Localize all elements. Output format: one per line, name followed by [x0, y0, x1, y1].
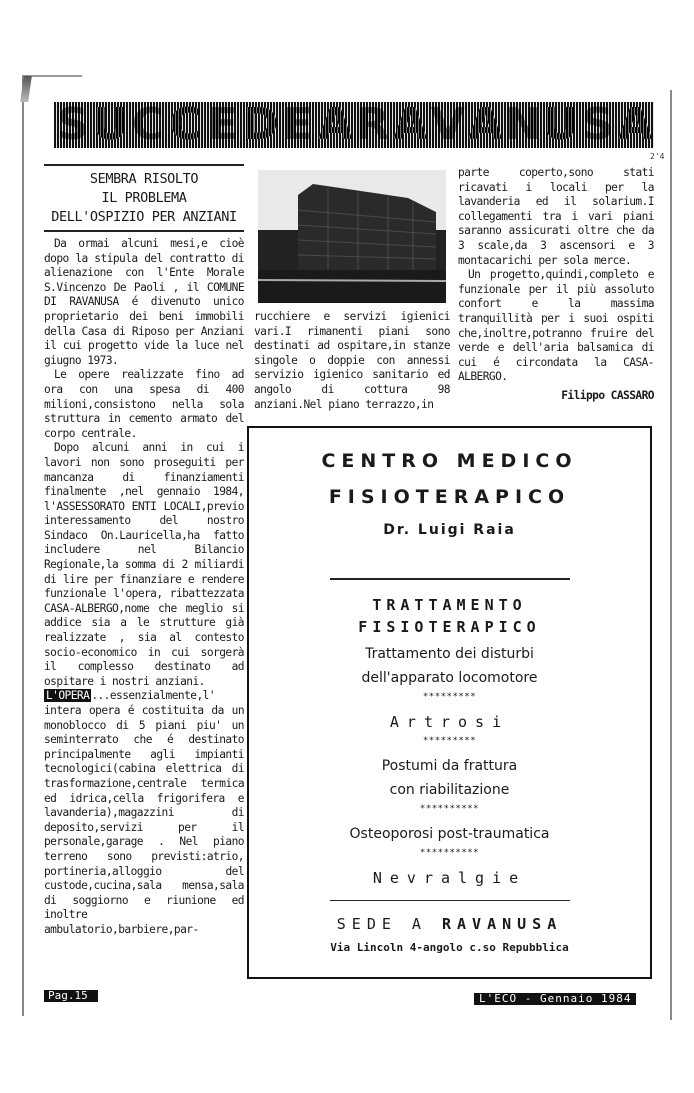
page-edge: [670, 90, 672, 1020]
paragraph: Un progetto,quindi,completo e funzionale per il più assoluto confort e la massima tranquillità per i suoi ospiti che,inoltre,potranno fruire del verde e dell'aria balsamica di cui é circondata la CASA-ALBERGO.: [458, 268, 654, 384]
headline-line: SEMBRA RISOLTO: [89, 171, 199, 187]
paragraph: Da ormai alcuni mesi,e cioè dopo la stipula del contratto di alienazione con l'Ente Morale S.Vincenzo De Paoli , il COMUNE DI RAVANUSA é divenuto unico proprietario dei beni immobili della Casa di Riposo per Anziani il cui progetto vide la luce nel giugno 1973.: [44, 237, 244, 367]
page-edge: [22, 76, 24, 1016]
banner-letter: A: [393, 102, 428, 148]
banner-letter: V: [430, 102, 465, 148]
building-photo: [258, 170, 446, 303]
banner-letter: N: [504, 102, 542, 148]
ad-location: [249, 915, 650, 933]
opera-text: ...essenzialmente,l' intera opera é costituita da un monoblocco di 5 piani piu' un seminterrato che é destinato principalmente agli impianti tecnologici(cabina elettrica di trasformazione,centrale termica ed idrica,cella frigorifera e lavanderia),magazzini di deposito,servizi per il personale,garage . Nel piano terreno sono previsti:atrio, portineria,alloggio del custode,cucina,sala mensa,sala di soggiorno e riunione ed inoltre ambulatorio,barbiere,par-: [44, 689, 244, 936]
opera-label: L'OPERA: [46, 689, 90, 703]
paragraph: Dopo alcuni anni in cui i lavori non sono proseguiti per mancanza di finanziamenti finalmente ,nel gennaio 1984, l'ASSESSORATO ENTI LOCALI,previo interessamento del nostro Sindaco On.Lauricella,ha fatto includere nel Bilancio Regionale,la somma di 2 miliardi di lire per finanziare e rendere funzionale l'opera, ribattezzata CASA-ALBERGO,nome che meglio si addice sia a le strutture già realizzate , sia al contesto socio-economico in cui sorgerà il complesso destinato ad ospitare i nostri anziani.: [44, 441, 244, 688]
author-signature: Filippo CASSARO: [561, 388, 654, 402]
ad-service: Trattamento dei disturbi: [365, 645, 534, 662]
banner-letter: D: [241, 102, 279, 148]
separator-stars: *********: [422, 735, 477, 746]
ad-service: Osteoporosi post-traumatica: [349, 825, 550, 842]
magazine-footer: L'ECO - Gennaio 1984: [474, 993, 636, 1005]
article-left-column: [44, 164, 244, 938]
banner-letter: R: [355, 102, 390, 148]
article-right-column: [458, 166, 654, 404]
sede-city: RAVANUSA: [441, 915, 563, 933]
ad-service: Artrosi: [389, 712, 510, 731]
ad-service: dell'apparato locomotore: [361, 669, 538, 686]
banner-mark: 2'4: [650, 152, 665, 161]
banner-letter: C: [167, 102, 205, 148]
banner-letter: U: [92, 102, 129, 148]
banner-letter: C: [129, 102, 167, 148]
separator-stars: **********: [419, 847, 480, 858]
ad-doctor-name: Dr. Luigi Raia: [383, 522, 516, 538]
sede-prefix: SEDE A: [336, 915, 427, 933]
banner-letter: E: [279, 102, 317, 148]
paragraph: rucchiere e servizi igienici vari.I rimanenti piani sono destinati ad ospitare,in stanze singole o doppie con annessi servizio igienico sanitario ed angolo di cottura 98 anziani.Nel piano terrazzo,in: [254, 310, 450, 411]
advertisement-box: [247, 426, 652, 979]
section-banner: [54, 102, 654, 148]
paragraph: parte coperto,sono stati ricavati i locali per la lavanderia ed il solarium.I collegamenti tra i vari piani saranno assicurati oltre che da 3 scale,da 3 ascensori e 3 montacarichi per sola merce.: [458, 166, 654, 267]
paragraph-opera: [44, 689, 244, 937]
banner-letter: A: [468, 102, 503, 148]
divider: [330, 578, 570, 580]
banner-letter: S: [54, 102, 92, 148]
divider: [44, 230, 244, 232]
banner-letter: A: [318, 102, 353, 148]
headline-line: DELL'OSPIZIO PER ANZIANI: [51, 209, 237, 225]
separator-stars: *********: [422, 691, 477, 702]
page-number: Pag.15: [44, 990, 98, 1002]
ad-service: Nevralgie: [372, 868, 527, 887]
ad-subtitle: TRATTAMENTO: [372, 595, 527, 614]
ad-title: FISIOTERAPICO: [328, 486, 571, 508]
banner-letter: E: [204, 102, 242, 148]
ad-service: Postumi da frattura: [381, 757, 518, 774]
ad-service: con riabilitazione: [389, 781, 510, 798]
banner-letter: S: [579, 102, 617, 148]
headline-line: IL PROBLEMA: [101, 190, 187, 206]
banner-letter: U: [542, 102, 579, 148]
article-middle-column: [254, 310, 450, 412]
ad-title: CENTRO MEDICO: [321, 450, 578, 472]
separator-stars: **********: [419, 803, 480, 814]
article-headline: [44, 166, 244, 230]
ad-address: Via Lincoln 4-angolo c.so Repubblica: [330, 941, 569, 954]
ad-subtitle: FISIOTERAPICO: [358, 617, 541, 636]
banner-letter: A: [618, 102, 653, 148]
paragraph: Le opere realizzate fino ad ora con una spesa di 400 milioni,consistono nella sola struttura in cemento armato del corpo centrale.: [44, 368, 244, 440]
divider: [330, 900, 570, 902]
